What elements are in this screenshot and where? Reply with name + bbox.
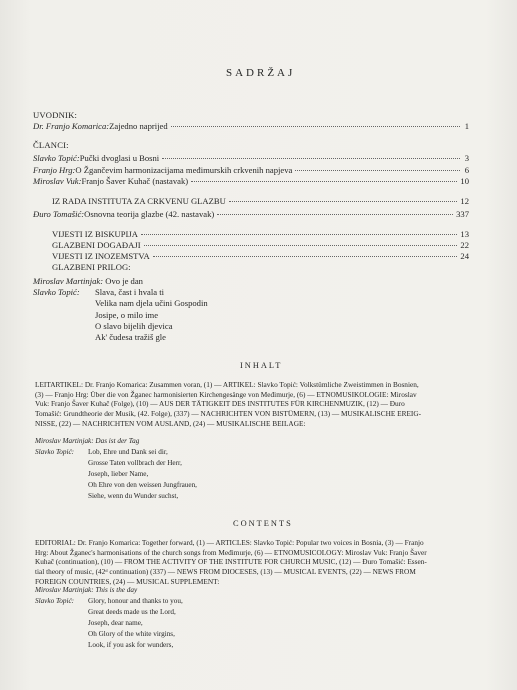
inhalt-paragraph (35, 380, 487, 429)
inhalt-line: (3) — Franjo Hrg: Über die von Žganec harmonisierten Kirchengesänge von Međimurje, (6) — ETNOMUSIKOLOGIE: Miroslav (35, 389, 417, 399)
dot-leader (141, 234, 457, 235)
dot-leader (191, 181, 457, 182)
toc-entry-vijesti-inozemstva (52, 251, 469, 261)
toc-section-title: GLAZBENI DOGAĐAJI (52, 240, 141, 250)
beilage-line-1: Miroslav Martinjak: Das ist der Tag (35, 437, 140, 445)
toc-author: Franjo Hrg: (33, 165, 76, 175)
prilog-song: Ovo je dan (103, 276, 143, 286)
toc-page-number: 13 (460, 229, 469, 239)
toc-title: Zajedno naprijed (109, 121, 168, 131)
supplement-line-1: Miroslav Martinjak: This is the day (35, 586, 138, 594)
supplement-song: Oh Glory of the white virgins, (88, 630, 175, 638)
clanci-heading: ČLANCI: (33, 140, 69, 150)
prilog-heading: GLAZBENI PRILOG: (52, 262, 131, 272)
dot-leader (144, 245, 458, 246)
supplement-song: Look, if you ask for wunders, (88, 641, 174, 649)
prilog-song: O slavo bijelih djevica (95, 321, 173, 331)
dot-leader (162, 158, 460, 159)
prilog-author: Slavko Topić: (33, 287, 80, 297)
toc-page-number: 24 (460, 251, 469, 261)
inhalt-line: LEITARTIKEL: Dr. Franjo Komarica: Zusammen voran, (1) — ARTIKEL: Slavko Topić: Volkstümliche Zweistimmen in Bosnien, (35, 380, 419, 389)
page-title: SADRŽAJ (226, 67, 296, 79)
prilog-line-1 (33, 276, 143, 286)
prilog-song: Slava, čast i hvala ti (95, 287, 164, 297)
toc-page-number: 22 (460, 240, 469, 250)
toc-page-number: 1 (464, 121, 469, 131)
beilage-song: Joseph, lieber Name, (88, 470, 149, 478)
toc-page-number: 6 (464, 165, 469, 175)
toc-title: Osnovna teorija glazbe (42. nastavak) (84, 209, 215, 219)
contents-line: FOREIGN COUNTRIES, (24) — MUSICAL SUPPLEMENT: (35, 576, 220, 586)
supplement-song: Joseph, dear name, (88, 619, 143, 627)
contents-line: Kuhač (continuation), (10) — FROM THE ACTIVITY OF THE INSTITUTE FOR CHURCH MUSIC, (12) — Đuro Tomašić: Essen- (35, 557, 427, 567)
toc-title: O Žgančevim harmonizacijama međimurskih crkvenih napjeva (75, 165, 293, 175)
toc-entry (33, 176, 469, 186)
toc-entry-uvodnik (33, 121, 469, 131)
dot-leader (217, 214, 453, 215)
toc-entry-glazbeni-dogadaji (52, 240, 469, 250)
prilog-song: Josipe, o milo ime (95, 310, 159, 320)
supplement-song: Glory, honour and thanks to you, (88, 597, 183, 605)
toc-section-title: VIJESTI IZ INOZEMSTVA (52, 251, 150, 261)
dot-leader (153, 256, 458, 257)
beilage-song: Oh Ehre von den weissen Jungfrauen, (88, 481, 197, 489)
prilog-song: Ak' čudesa tražiš gle (95, 332, 166, 342)
toc-entry (33, 165, 469, 175)
toc-entry (33, 153, 469, 163)
toc-title: Pučki dvoglasi u Bosni (79, 153, 160, 163)
contents-paragraph (35, 538, 487, 587)
contents-line: tial theory of music, (42ᵈ continuation) (337) — NEWS FROM DIOCESES, (13) — MUSICAL EVENTS, (22) — NEWS FROM (35, 567, 416, 577)
supplement-song: Great deeds made us the Lord, (88, 608, 176, 616)
toc-page-number: 12 (460, 196, 469, 206)
toc-author: Slavko Topić: (33, 153, 80, 163)
beilage-song: Grosse Taten vollbrach der Herr, (88, 459, 182, 467)
beilage-song: Lob, Ehre und Dank sei dir, (88, 448, 168, 456)
beilage-author: Slavko Topić: (35, 448, 75, 456)
uvodnik-heading: UVODNIK: (33, 110, 78, 120)
toc-author: Dr. Franjo Komarica: (33, 121, 110, 131)
inhalt-line: NISSE, (22) — NACHRICHTEN VOM AUSLAND, (24) — MUSIKALISCHE BEILAGE: (35, 418, 306, 428)
toc-section-title: IZ RADA INSTITUTA ZA CRKVENU GLAZBU (52, 196, 226, 206)
inhalt-heading: INHALT (240, 361, 283, 370)
dot-leader (295, 170, 460, 171)
toc-entry-vijesti-biskupija (52, 229, 469, 239)
dot-leader (171, 126, 460, 127)
contents-line: Hrg: About Žganec's harmonisations of the church songs from Međimurje, (6) — ETNOMUSICOLOGY: Miroslav Vuk: Franjo Šaver (35, 547, 427, 557)
toc-section-title: VIJESTI IZ BISKUPIJA (52, 229, 138, 239)
beilage-song: Siehe, wenn du Wunder suchst, (88, 492, 179, 500)
toc-entry (33, 209, 469, 219)
inhalt-line: Tomašić: Grundtheorie der Musik, (42. Folge), (337) — NACHRICHTEN VON BISTÜMERN, (13) — MUSIKALISCHE EREIG- (35, 409, 422, 419)
toc-page-number: 10 (460, 176, 469, 186)
toc-page-number: 337 (456, 209, 469, 219)
prilog-author: Miroslav Martinjak: (33, 276, 104, 286)
toc-page-number: 3 (464, 153, 469, 163)
toc-entry-instituta-heading (52, 196, 469, 206)
contents-heading: CONTENTS (233, 519, 293, 528)
toc-author: Miroslav Vuk: (33, 176, 82, 186)
inhalt-line: Vuk: Franjo Šaver Kuhač (Folge), (10) — AUS DER TÄTIGKEIT DES INSTITUTES FÜR KIRCHENMUZIK, (12) — Đuro (35, 399, 405, 409)
dot-leader (229, 201, 458, 202)
prilog-song: Velika nam djela učini Gospodin (95, 298, 208, 308)
supplement-author: Slavko Topić: (35, 597, 75, 605)
contents-line: EDITORIAL: Dr. Franjo Komarica: Together forward, (1) — ARTICLES: Slavko Topić: Popular two voices in Bosnia, (3) — Franjo (35, 538, 424, 547)
toc-title: Franjo Šaver Kuhač (nastavak) (81, 176, 189, 186)
toc-author: Đuro Tomašić: (33, 209, 85, 219)
